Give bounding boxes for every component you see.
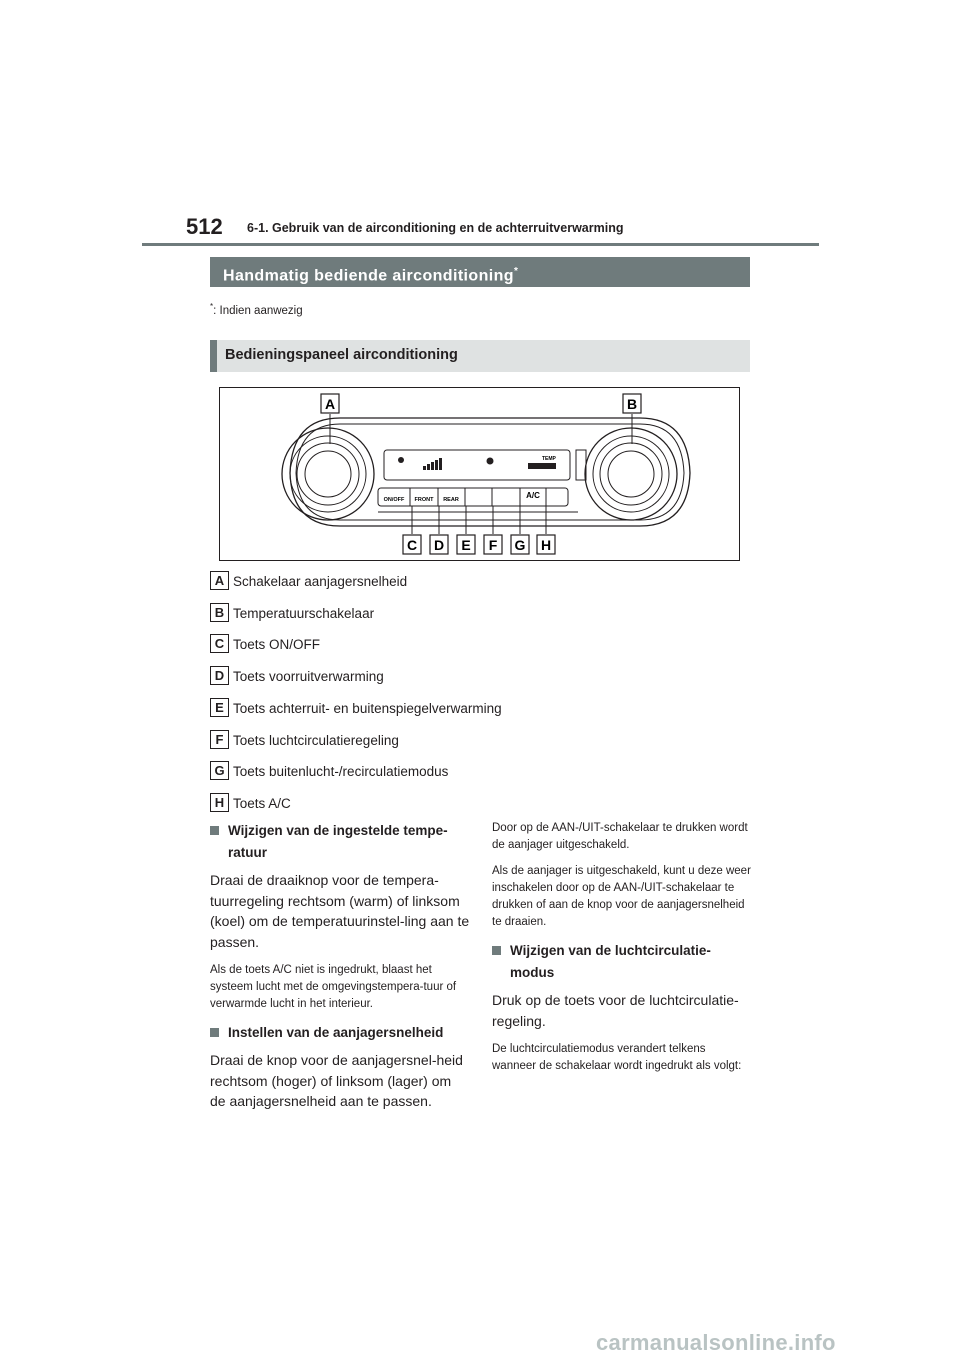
legend-text: Toets voorruitverwarming bbox=[233, 669, 384, 684]
fan-off-note: Door op de AAN-/UIT-schakelaar te drukken wordt de aanjager uitgeschakeld. bbox=[492, 822, 748, 851]
subsection-title: Bedieningspaneel airconditioning bbox=[225, 347, 458, 363]
callout-a: A bbox=[324, 396, 336, 412]
legend-badge: C bbox=[210, 634, 229, 653]
bullet-square bbox=[492, 946, 501, 955]
callout-c: C bbox=[406, 537, 418, 553]
legend-item bbox=[210, 730, 399, 750]
legend-text: Toets A/C bbox=[233, 796, 291, 811]
legend-badge: D bbox=[210, 666, 229, 685]
legend-badge: E bbox=[210, 698, 229, 717]
fan-speed-heading: Instellen van de aanjagersnelheid bbox=[210, 1022, 470, 1044]
callout-g: G bbox=[514, 537, 526, 553]
bullet-square bbox=[210, 1028, 219, 1037]
watermark: carmanualsonline.info bbox=[596, 1330, 836, 1355]
front-button-label: FRONT bbox=[414, 497, 434, 503]
left-column bbox=[210, 820, 470, 1122]
legend-item bbox=[210, 603, 375, 623]
temperature-heading: Wijzigen van de ingestelde tempe-ratuur bbox=[210, 820, 470, 864]
legend-text: Schakelaar aanjagersnelheid bbox=[233, 574, 408, 589]
legend-badge: A bbox=[210, 571, 229, 590]
temp-display-label: TEMP bbox=[542, 456, 556, 462]
section-marker: * bbox=[513, 266, 519, 277]
temperature-body: Draai de draaiknop voor de tempera-tuurregeling rechtsom (warm) of linksom (koel) om de temperatuurinstel-ling aan te passen. bbox=[210, 872, 470, 950]
on-off-button-label: ON/OFF bbox=[383, 497, 405, 503]
header-divider bbox=[142, 243, 819, 246]
legend-item bbox=[210, 666, 384, 686]
callout-e: E bbox=[461, 537, 471, 553]
circulation-heading: Wijzigen van de luchtcirculatie-modus bbox=[492, 940, 752, 984]
callout-h: H bbox=[540, 537, 552, 553]
callout-f: F bbox=[488, 537, 498, 553]
legend-item bbox=[210, 634, 321, 654]
legend-item bbox=[210, 698, 502, 718]
fan-on-note: Als de aanjager is uitgeschakeld, kunt u deze weer inschakelen door op de AAN-/UIT-schakelaar te drukken of aan de knop voor de aanjagersnelheid te draaien. bbox=[492, 865, 751, 928]
bullet-square bbox=[210, 826, 219, 835]
ac-button-label: A/C bbox=[526, 491, 540, 500]
legend-item bbox=[210, 761, 449, 781]
footnote-marker: * bbox=[210, 302, 214, 311]
rear-button-label: REAR bbox=[443, 497, 459, 503]
right-column bbox=[492, 820, 752, 1084]
footnote bbox=[210, 302, 303, 317]
subsection-banner bbox=[210, 340, 750, 372]
legend-badge: F bbox=[210, 730, 229, 749]
control-panel-figure bbox=[219, 387, 740, 561]
footnote-text: : Indien aanwezig bbox=[213, 304, 303, 317]
legend-text: Toets luchtcirculatieregeling bbox=[233, 733, 399, 748]
page-number: 512 bbox=[186, 214, 223, 239]
chapter-title: 6-1. Gebruik van de airconditioning en de achterruitverwarming bbox=[247, 221, 624, 235]
legend-text: Toets ON/OFF bbox=[233, 637, 321, 652]
fan-speed-body: Draai de knop voor de aanjagersnel-heid rechtsom (hoger) of linksom (lager) om de aanjagersnelheid aan te passen. bbox=[210, 1052, 463, 1109]
legend-item bbox=[210, 571, 408, 591]
legend-text: Toets achterruit- en buitenspiegelverwarming bbox=[233, 701, 502, 716]
section-title: Handmatig bediende airconditioning bbox=[223, 267, 514, 285]
legend-badge: B bbox=[210, 603, 229, 622]
legend-text: Toets buitenlucht-/recirculatiemodus bbox=[233, 764, 449, 779]
temperature-note: Als de toets A/C niet is ingedrukt, blaast het systeem lucht met de omgevingstempera-tuur of verwarmde lucht in het interieur. bbox=[210, 964, 457, 1010]
legend-badge: G bbox=[210, 761, 229, 780]
legend-text: Temperatuurschakelaar bbox=[233, 606, 375, 621]
control-panel-illustration bbox=[220, 388, 739, 560]
callout-d: D bbox=[433, 537, 445, 553]
legend-item bbox=[210, 793, 291, 813]
circulation-note: De luchtcirculatiemodus verandert telkens wanneer de schakelaar wordt ingedrukt als volgt: bbox=[492, 1043, 742, 1072]
section-banner bbox=[210, 257, 750, 287]
legend-badge: H bbox=[210, 793, 229, 812]
circulation-body: Druk op de toets voor de luchtcirculatie-regeling. bbox=[492, 992, 739, 1029]
callout-b: B bbox=[626, 396, 638, 412]
